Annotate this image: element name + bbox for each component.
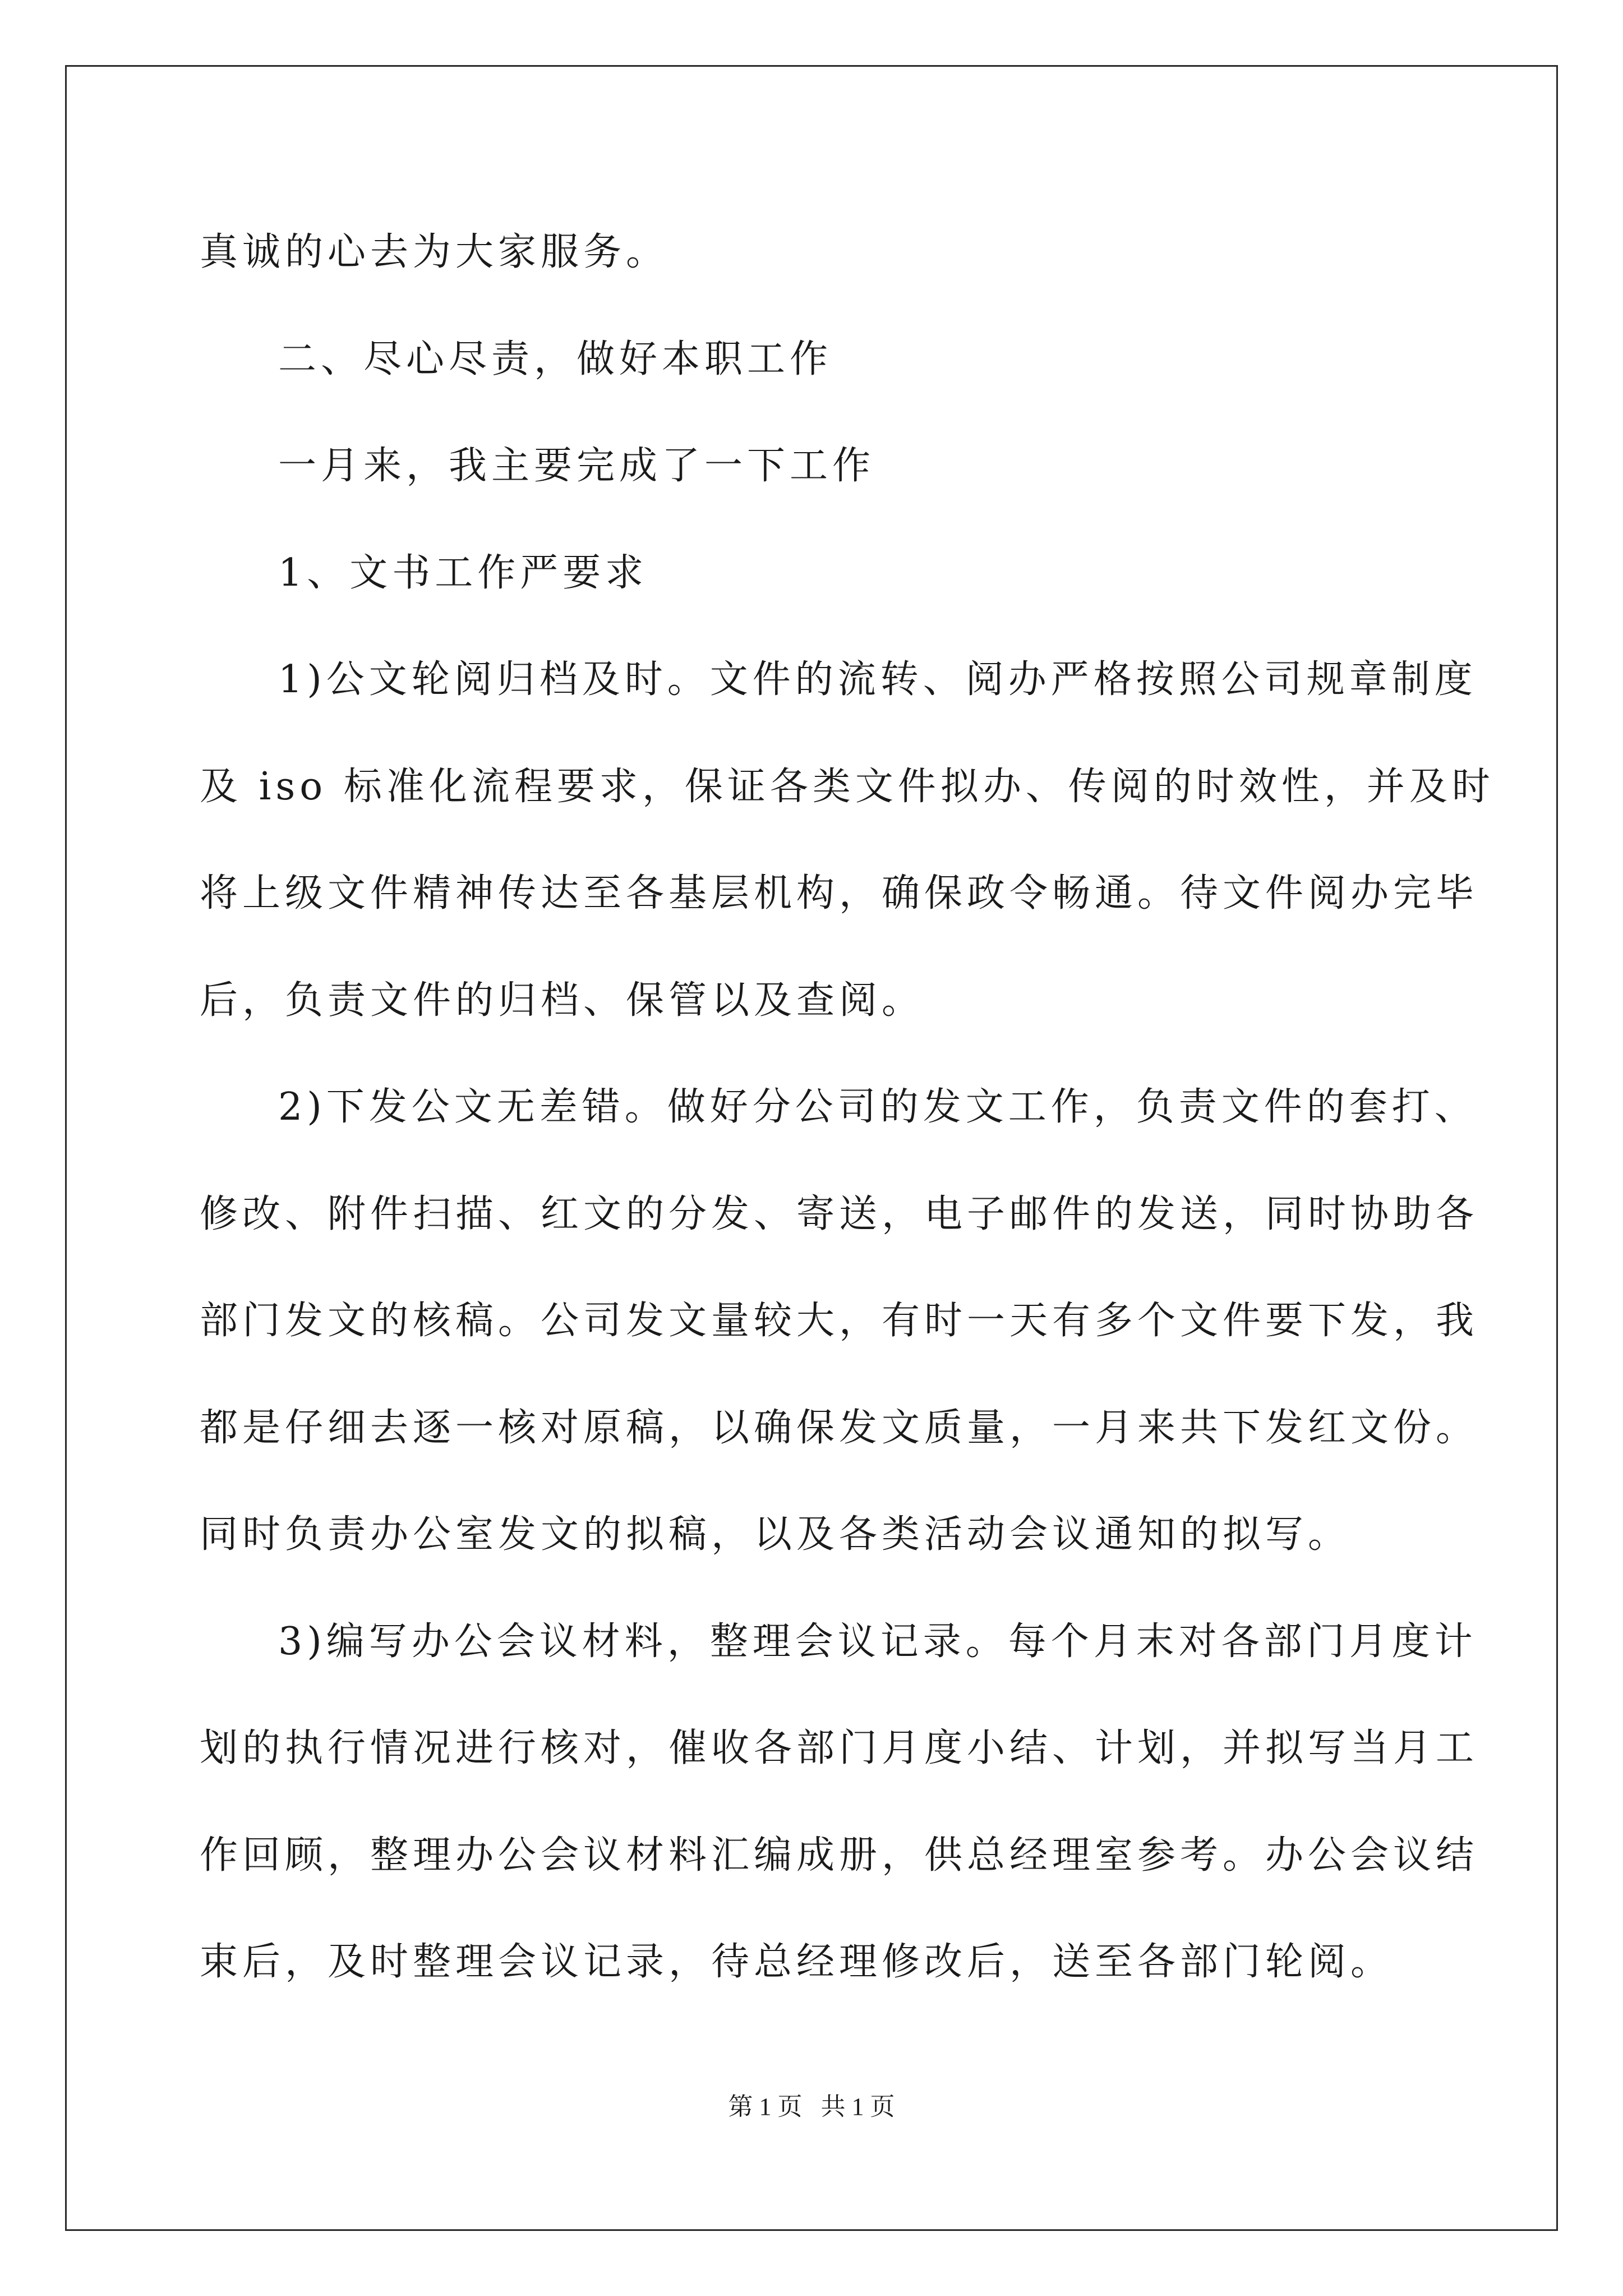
text-line: 修改、附件扫描、红文的分发、寄送，电子邮件的发送，同时协助各 <box>200 1191 1479 1236</box>
text-line: 真诚的心去为大家服务。 <box>200 230 669 274</box>
text-line: 都是仔细去逐一核对原稿，以确保发文质量，一月来共下发红文份。 <box>200 1405 1479 1450</box>
text-line: 同时负责办公室发文的拟稿，以及各类活动会议通知的拟写。 <box>200 1512 1351 1557</box>
section-heading: 二、尽心尽责，做好本职工作 <box>278 337 833 381</box>
text-line: 将上级文件精神传达至各基层机构，确保政令畅通。待文件阅办完毕 <box>200 871 1479 915</box>
text-line: 3)编写办公会议材料，整理会议记录。每个月末对各部门月度计 <box>278 1619 1477 1664</box>
text-line: 一月来，我主要完成了一下工作 <box>278 444 875 488</box>
document-body <box>200 199 1495 2016</box>
text-line: 部门发文的核稿。公司发文量较大，有时一天有多个文件要下发，我 <box>200 1299 1479 1343</box>
page-number-footer: 第 1 页 共 1 页 <box>728 2093 895 2120</box>
text-line: 2)下发公文无差错。做好分公司的发文工作，负责文件的套打、 <box>278 1085 1477 1129</box>
text-line: 及 iso 标准化流程要求，保证各类文件拟办、传阅的时效性，并及时 <box>200 764 1495 809</box>
text-line: 束后，及时整理会议记录，待总经理修改后，送至各部门轮阅。 <box>200 1940 1394 1984</box>
text-line: 作回顾，整理办公会议材料汇编成册，供总经理室参考。办公会议结 <box>200 1833 1479 1878</box>
text-line: 1)公文轮阅归档及时。文件的流转、阅办严格按照公司规章制度 <box>278 657 1477 702</box>
text-line: 划的执行情况进行核对，催收各部门月度小结、计划，并拟写当月工 <box>200 1726 1479 1770</box>
subsection-heading: 1、文书工作严要求 <box>278 550 648 595</box>
text-line: 后，负责文件的归档、保管以及查阅。 <box>200 978 925 1023</box>
